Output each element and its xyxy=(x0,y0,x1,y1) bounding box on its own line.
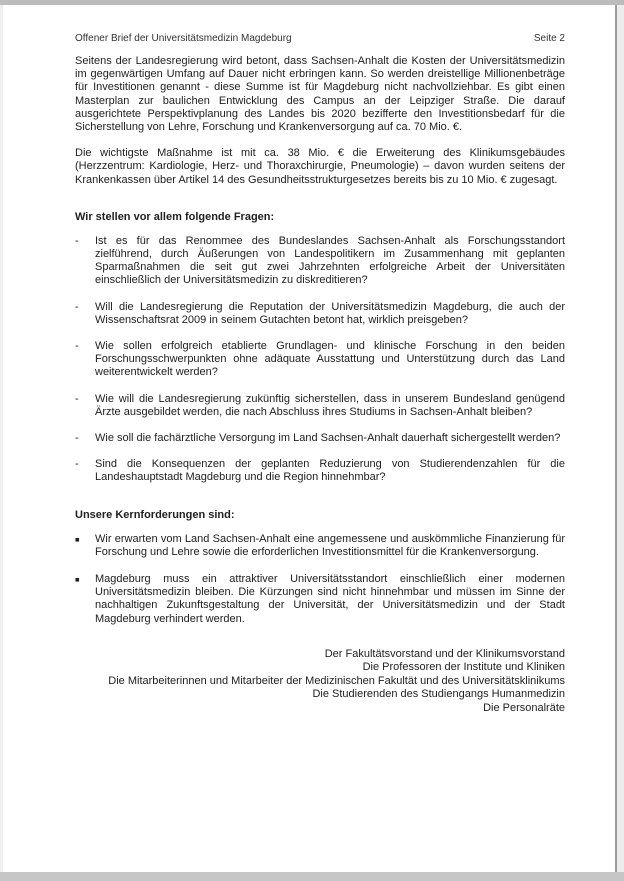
demand-item xyxy=(75,533,565,559)
dash-bullet-icon: - xyxy=(75,432,79,445)
question-item xyxy=(75,432,565,445)
signature-line: Die Mitarbeiterinnen und Mitarbeiter der Medizinischen Fakultät und des Universitätsklinikums xyxy=(108,674,565,687)
questions-list xyxy=(75,235,565,485)
signature-line: Die Studierenden des Studiengangs Humanmedizin xyxy=(312,688,565,701)
intro-paragraph: Die wichtigste Maßnahme ist mit ca. 38 Mio. € die Erweiterung des Klinikumsgebäudes (Herzzentrum: Kardiologie, Herz- und Thoraxchirurgie, Pneumologie) – davon wurden seitens der Krankenkassen über Artikel 14 des Gesundheitsstrukturgesetzes bereits bis zu 10 Mio. € zugesagt. xyxy=(75,147,565,186)
dash-bullet-icon: - xyxy=(75,392,79,405)
demand-text: Magdeburg muss ein attraktiver Universitätsstandort einschließlich einer modernen Universitätsmedizin bleiben. Die Kürzungen sind nicht hinnehmbar und müssen im Sinne der nachhaltigen Zukunftsgestaltung der Universität, der Universitätsmedizin und der Stadt Magdeburg verhindert werden. xyxy=(95,573,565,625)
scan-edge-bottom xyxy=(0,872,624,881)
square-bullet-icon: ■ xyxy=(75,534,80,544)
dash-bullet-icon: - xyxy=(75,234,79,247)
dash-bullet-icon: - xyxy=(75,300,79,313)
square-bullet-icon: ■ xyxy=(75,575,80,585)
demands-heading: Unsere Kernforderungen sind: xyxy=(75,508,235,521)
question-item xyxy=(75,340,565,380)
signature-line: Die Professoren der Institute und Kliniken xyxy=(362,661,565,674)
demands-list xyxy=(75,533,565,626)
signature-block xyxy=(57,648,565,716)
document-title: Offener Brief der Universitätsmedizin Magdeburg xyxy=(75,33,292,44)
page-header xyxy=(75,33,565,45)
scan-edge-left xyxy=(0,5,3,872)
page-number: Seite 2 xyxy=(533,33,565,44)
signature-line: Der Fakultätsvorstand und der Klinikumsvorstand xyxy=(324,647,565,660)
demand-item xyxy=(75,573,565,626)
signature-line: Die Personalräte xyxy=(483,701,565,714)
question-text: Wie soll die fachärztliche Versorgung im Land Sachsen-Anhalt dauerhaft sichergestellt werden? xyxy=(95,432,561,445)
question-text: Will die Landesregierung die Reputation der Universitätsmedizin Magdeburg, die auch der Wissenschaftsrat 2009 in seinem Gutachten betont hat, wirklich preisgeben? xyxy=(95,300,565,326)
question-text: Sind die Konsequenzen der geplanten Reduzierung von Studierendenzahlen für die Landeshauptstadt Magdeburg und die Region hinnehmbar? xyxy=(95,458,565,484)
question-item xyxy=(75,458,565,484)
intro-paragraph: Seitens der Landesregierung wird betont, dass Sachsen-Anhalt die Kosten der Universitätsmedizin im gegenwärtigen Umfang auf Dauer nicht erbringen kann. So werden dreistellige Millionenbeträge für Investitionen genannt - diese Summe ist für Magdeburg nicht nachvollziehbar. Es gibt einen Masterplan zur baulichen Entwicklung des Campus an der Leipziger Straße. Die darauf ausgerichtete Perspektivplanung des Landes bis 2020 bezifferte den Investitionsbedarf für die Sicherstellung von Lehre, Forschung und Krankenversorgung auf ca. 70 Mio. €. xyxy=(75,55,565,134)
scan-border-line xyxy=(615,5,617,872)
question-text: Wie will die Landesregierung zukünftig sicherstellen, dass in unserem Bundesland genügend Ärzte ausgebildet werden, die nach Abschluss ihres Studiums in Sachsen-Anhalt bleiben? xyxy=(95,392,565,418)
questions-heading: Wir stellen vor allem folgende Fragen: xyxy=(75,210,275,223)
question-item xyxy=(75,301,565,327)
question-text: Wie sollen erfolgreich etablierte Grundlagen- und klinische Forschung in den beiden Forschungsschwerpunkten ohne adäquate Ausstattung und Unterstützung durch das Land weiterentwickelt werden? xyxy=(95,340,565,379)
scan-edge-right xyxy=(616,5,624,872)
page-content xyxy=(75,33,565,715)
dash-bullet-icon: - xyxy=(75,458,79,471)
demand-text: Wir erwarten vom Land Sachsen-Anhalt eine angemessene und auskömmliche Finanzierung für Forschung und Lehre sowie die erforderlichen Investitionsmittel für die Krankenversorgung. xyxy=(95,532,565,558)
question-item xyxy=(75,393,565,419)
dash-bullet-icon: - xyxy=(75,340,79,353)
question-item xyxy=(75,235,565,288)
question-text: Ist es für das Renommee des Bundeslandes Sachsen-Anhalt als Forschungsstandort zielführend, durch Äußerungen von Landespolitikern im Zusammenhang mit geplanten Sparmaßnahmen die seit gut zwei Jahrzehnten erfolgreiche Arbeit der Universitäten einschließlich der Universitätsmedizin zu diskreditieren? xyxy=(95,234,565,287)
scan-edge-top xyxy=(0,0,624,5)
